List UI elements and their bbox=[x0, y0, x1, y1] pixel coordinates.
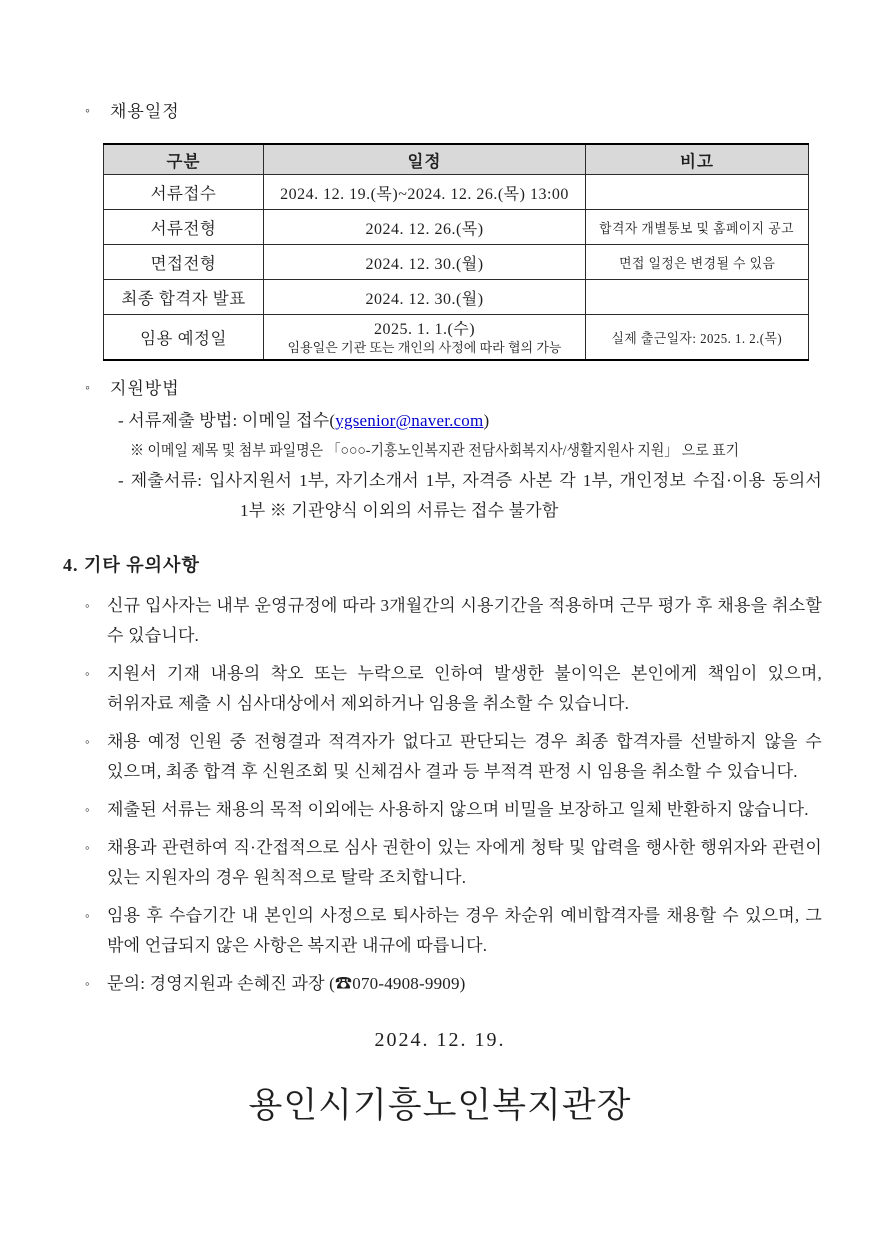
list-item bbox=[0, 795, 880, 825]
email-link[interactable]: ygsenior@naver.com bbox=[335, 411, 484, 430]
list-item contact-line bbox=[0, 969, 880, 999]
notes-list bbox=[0, 591, 880, 999]
row-schedule: 2024. 12. 26.(목) bbox=[264, 210, 586, 245]
row-category: 서류접수 bbox=[104, 175, 264, 210]
circle-bullet-icon: ◦ bbox=[85, 734, 90, 749]
table-row bbox=[104, 280, 809, 315]
note-text: 신규 입사자는 내부 운영규정에 따라 3개월간의 시용기간을 적용하며 근무 평가 후 채용을 취소할 수 있습니다. bbox=[107, 596, 822, 645]
row-note bbox=[586, 280, 809, 315]
schedule-section-label: 채용일정 bbox=[110, 102, 180, 121]
list-item bbox=[0, 901, 880, 961]
list-item bbox=[0, 727, 880, 787]
row-note bbox=[586, 210, 809, 245]
note-text: 제출된 서류는 채용의 목적 이외에는 사용하지 않으며 비밀을 보장하고 일체 반환하지 않습니다. bbox=[107, 800, 809, 819]
circle-bullet-icon: ◦ bbox=[85, 381, 91, 396]
row-schedule: 2024. 12. 30.(월) bbox=[264, 245, 586, 280]
table-row bbox=[104, 210, 809, 245]
header-note: 비고 bbox=[586, 144, 809, 175]
row-schedule-sub: 임용일은 기관 또는 개인의 사정에 따라 협의 가능 bbox=[287, 339, 562, 355]
table-row bbox=[104, 315, 809, 361]
circle-bullet-icon: ◦ bbox=[85, 104, 91, 119]
circle-bullet-icon: ◦ bbox=[85, 802, 90, 817]
circle-bullet-icon: ◦ bbox=[85, 840, 90, 855]
contact-text: 문의: 경영지원과 손혜진 과장 (☎070-4908-9909) bbox=[107, 974, 466, 993]
apply-section-title bbox=[0, 378, 880, 400]
table-row bbox=[104, 175, 809, 210]
note-text: 임용 후 수습기간 내 본인의 사정으로 퇴사하는 경우 차순위 예비합격자를 채용할 수 있으며, 그 밖에 언급되지 않은 사항은 복지관 내규에 따릅니다. bbox=[107, 906, 822, 955]
apply-section-label: 지원방법 bbox=[110, 379, 180, 398]
submit-method-line bbox=[0, 406, 880, 436]
row-note bbox=[586, 175, 809, 210]
documents-line: - 제출서류: 입사지원서 1부, 자기소개서 1부, 자격증 사본 각 1부, 개인정보 수집·이용 동의서 1부 ※ 기관양식 이외의 서류는 접수 불가함 bbox=[118, 471, 822, 520]
row-note bbox=[586, 245, 809, 280]
row-category: 면접전형 bbox=[104, 245, 264, 280]
table-header-row bbox=[104, 144, 809, 175]
row-schedule bbox=[264, 315, 586, 361]
schedule-table bbox=[103, 143, 809, 361]
email-title-note bbox=[0, 436, 880, 466]
schedule-section-title bbox=[0, 101, 880, 123]
notes-section-heading: 4. 기타 유의사항 bbox=[63, 555, 200, 575]
row-note-text: 실제 출근일자: 2025. 1. 2.(목) bbox=[611, 331, 783, 346]
row-schedule-main: 2025. 1. 1.(수) bbox=[373, 320, 476, 338]
circle-bullet-icon: ◦ bbox=[85, 976, 90, 991]
header-category: 구분 bbox=[104, 144, 264, 175]
signature-title: 용인시기흥노인복지관장 bbox=[248, 1086, 632, 1125]
row-note-text: 합격자 개별통보 및 홈페이지 공고 bbox=[599, 221, 795, 236]
header-schedule: 일정 bbox=[264, 144, 586, 175]
row-schedule: 2024. 12. 30.(월) bbox=[264, 280, 586, 315]
row-schedule: 2024. 12. 19.(목)~2024. 12. 26.(목) 13:00 bbox=[264, 175, 586, 210]
circle-bullet-icon: ◦ bbox=[85, 666, 90, 681]
submit-method-suffix: ) bbox=[483, 411, 490, 430]
row-note-text: 면접 일정은 변경될 수 있음 bbox=[618, 256, 776, 271]
row-category: 임용 예정일 bbox=[104, 315, 264, 361]
circle-bullet-icon: ◦ bbox=[85, 908, 90, 923]
row-category: 최종 합격자 발표 bbox=[104, 280, 264, 315]
row-category: 서류전형 bbox=[104, 210, 264, 245]
note-text: 채용과 관련하여 직·간접적으로 심사 권한이 있는 자에게 청탁 및 압력을 행사한 행위자와 관련이 있는 지원자의 경우 원칙적으로 탈락 조치합니다. bbox=[107, 838, 822, 887]
list-item bbox=[0, 659, 880, 719]
note-text: 지원서 기재 내용의 착오 또는 누락으로 인하여 발생한 불이익은 본인에게 책임이 있으며, 허위자료 제출 시 심사대상에서 제외하거나 임용을 취소할 수 있습니다. bbox=[107, 664, 822, 713]
email-title-note-text: ※ 이메일 제목 및 첨부 파일명은 「○○○-기흥노인복지관 전담사회복지사/생활지원사 지원」 으로 표기 bbox=[130, 443, 740, 459]
table-row bbox=[104, 245, 809, 280]
document-date: 2024. 12. 19. bbox=[374, 1029, 506, 1051]
row-note bbox=[586, 315, 809, 361]
list-item bbox=[0, 591, 880, 651]
list-item bbox=[0, 833, 880, 893]
submit-method-prefix: - 서류제출 방법: 이메일 접수( bbox=[118, 411, 336, 430]
note-text: 채용 예정 인원 중 전형결과 적격자가 없다고 판단되는 경우 최종 합격자를 선발하지 않을 수 있으며, 최종 합격 후 신원조회 및 신체검사 결과 등 부적격 판정 시 임용을 취소할 수 있습니다. bbox=[107, 732, 822, 781]
circle-bullet-icon: ◦ bbox=[85, 598, 90, 613]
